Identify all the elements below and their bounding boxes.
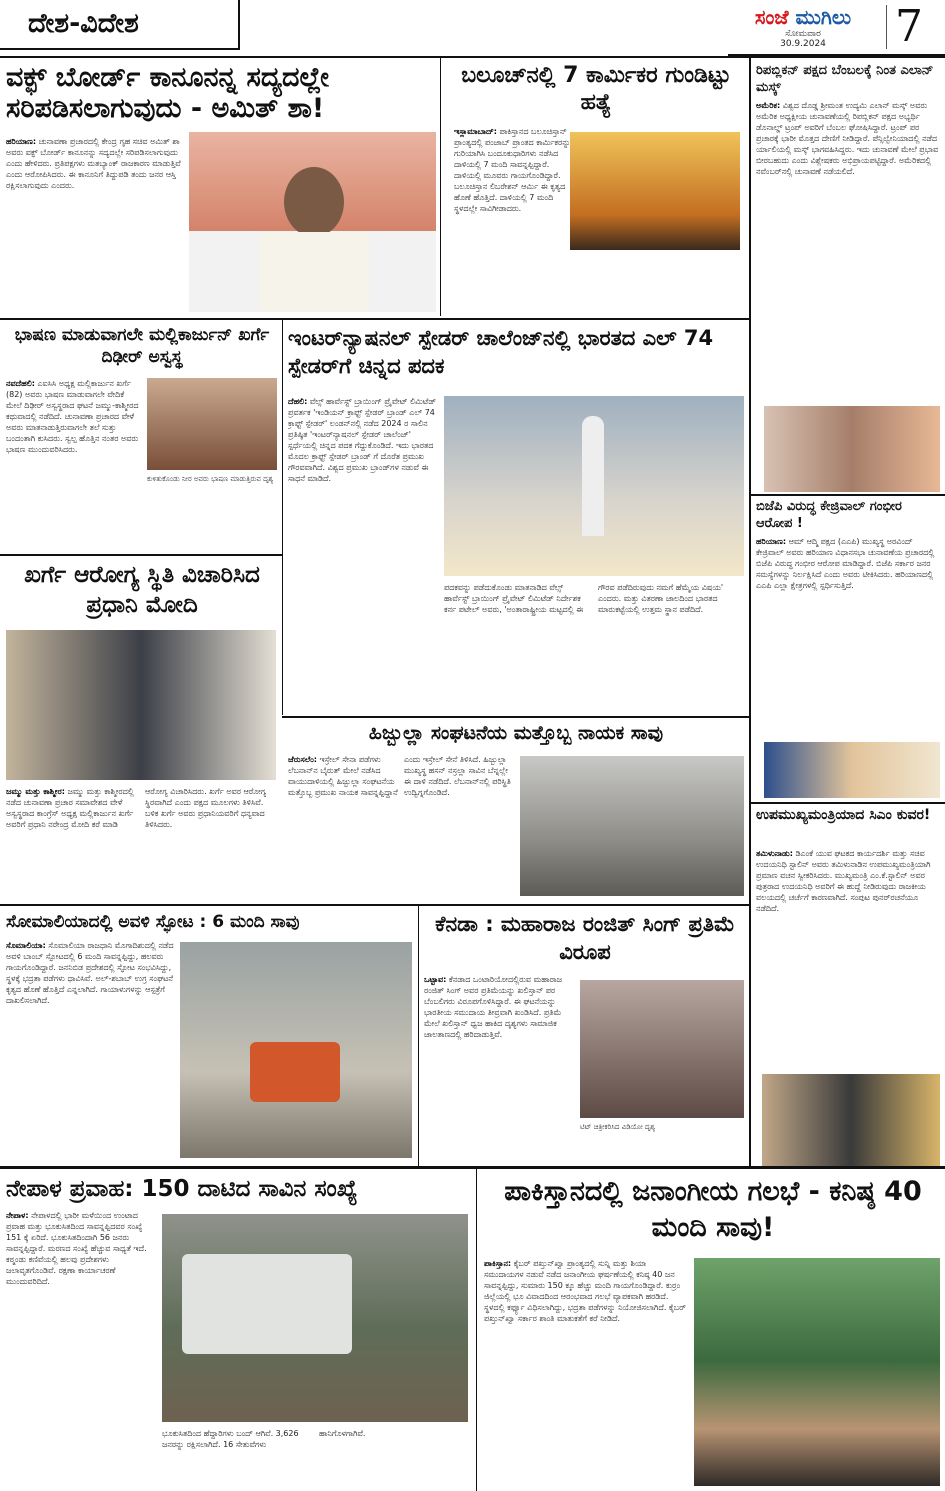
flood-rescue-photo xyxy=(162,1214,468,1422)
article-kharge-ill xyxy=(6,324,278,552)
headline[interactable]: ವಕ್ಫ್ ಬೋರ್ಡ್ ಕಾನೂನನ್ನ ಸದ್ಯದಲ್ಲೇ ಸರಿಪಡಿಸಲಾಗುವುದು - ಅಮಿತ್ ಶಾ! xyxy=(6,62,330,124)
article-body-text: ಇಸ್ರೇಲ್ ಸೇನಾ ಪಡೆಗಳು ಲೆಬನಾನ್‌ನ ಬೈರುತ್ ಮೇಲೆ ನಡೆಸಿದ ವಾಯುದಾಳಿಯಲ್ಲಿ ಹಿಜ್ಬುಲ್ಲಾ ಸಂಘಟನೆಯ ಮತ್ತೊಬ್ಬ ಪ್ರಮುಖ ನಾಯಕ ಸಾವನ್ನಪ್ಪಿದ್ದಾನೆ ಎಂದು ಇಸ್ರೇಲ್ ಸೇನೆ ತಿಳಿಸಿದೆ. ಹಿಜ್ಬುಲ್ಲಾ ಮುಖ್ಯಸ್ಥ ಹಸನ್ ನಸ್ರಲ್ಲಾ ಸಾವಿನ ಬೆನ್ನಲ್ಲೇ ಈ ದಾಳಿ ನಡೆದಿದೆ. ಲೆಬನಾನ್‌ನಲ್ಲಿ ಪರಿಸ್ಥಿತಿ ಉದ್ವಿಗ್ನಗೊಂಡಿದೆ. xyxy=(288,755,511,797)
page-number: 7 xyxy=(886,5,923,49)
dateline: ಜೆರುಸಲೆಂ: xyxy=(288,755,317,764)
dateline: ಹರಿಯಾಣ: xyxy=(756,537,787,546)
section-label: ದೇಶ-ವಿದೇಶ xyxy=(0,0,240,50)
dateline: ಅಮೆರಿಕ: xyxy=(756,101,781,110)
headline[interactable]: ಖರ್ಗೆ ಆರೋಗ್ಯ ಸ್ಥಿತಿ ವಿಚಾರಿಸಿದ ಪ್ರಧಾನಿ ಮೋದಿ xyxy=(24,562,260,618)
dateline: ಸೊಮಾಲಿಯಾ: xyxy=(6,941,46,950)
dateline: ಒಟ್ಟಾವ: xyxy=(424,975,447,984)
article-musk-trump xyxy=(756,62,942,492)
headline[interactable]: ಹಿಜ್ಬುಲ್ಲಾ ಸಂಘಟನೆಯ ಮತ್ತೊಬ್ಬ ನಾಯಕ ಸಾವು xyxy=(368,722,664,744)
headline[interactable]: ಕೆನಡಾ : ಮಹಾರಾಜ ರಂಜಿತ್ ಸಿಂಗ್ ಪ್ರತಿಮೆ ವಿರೂಪ xyxy=(435,912,735,964)
speaker-figure xyxy=(284,167,344,237)
headline[interactable]: ರಿಪಬ್ಲಿಕನ್ ಪಕ್ಷದ ಬೆಂಬಲಕ್ಕೆ ನಿಂತ ಎಲಾನ್ ಮಸ್ಕ್ xyxy=(756,63,934,95)
article-body xyxy=(6,136,184,316)
beirut-strike-photo xyxy=(520,756,744,896)
article-body xyxy=(6,1210,156,1486)
article-body-text: ವಿಶ್ವದ ದೊಡ್ಡ ಶ್ರೀಮಂತ ಉದ್ಯಮಿ ಎಲಾನ್ ಮಸ್ಕ್ ಅವರು ಅಮೆರಿಕ ಅಧ್ಯಕ್ಷೀಯ ಚುನಾವಣೆಯಲ್ಲಿ ರಿಪಬ್ಲಿಕನ್ ಪಕ್ಷದ ಅಭ್ಯರ್ಥಿ ಡೊನಾಲ್ಡ್ ಟ್ರಂಪ್ ಅವರಿಗೆ ಬೆಂಬಲ ಘೋಷಿಸಿದ್ದಾರೆ. ಟ್ರಂಪ್ ಪರ ಪ್ರಚಾರಕ್ಕೆ ಭಾರೀ ಮೊತ್ತದ ದೇಣಿಗೆ ನೀಡಿದ್ದಾರೆ. ಪೆನ್ಸಿಲ್ವೇನಿಯಾದಲ್ಲಿ ನಡೆದ ರ್ಯಾಲಿಯಲ್ಲಿ ಮಸ್ಕ್ ಭಾಗವಹಿಸಿದ್ದರು. ಇದು ಚುನಾವಣೆ ಮೇಲೆ ಪ್ರಭಾವ ಬೀರಬಹುದು ಎಂದು ವಿಶ್ಲೇಷಕರು ಅಭಿಪ್ರಾಯಪಟ್ಟಿದ್ದಾರೆ. ಅಮೆರಿಕದಲ್ಲಿ ನವೆಂಬರ್‌ನಲ್ಲಿ ಚುನಾವಣೆ ನಡೆಯಲಿದೆ. xyxy=(756,101,939,176)
article-body xyxy=(288,754,514,900)
amit-shah-photo xyxy=(189,132,436,312)
top-rule xyxy=(0,56,945,58)
article-body-text: ಜಮ್ಮು ಮತ್ತು ಕಾಶ್ಮೀರದಲ್ಲಿ ನಡೆದ ಚುನಾವಣಾ ಪ್ರಚಾರ ಸಮಾವೇಶದ ವೇಳೆ ಅಸ್ವಸ್ಥರಾದ ಕಾಂಗ್ರೆಸ್ ಅಧ್ಯಕ್ಷ ಮಲ್ಲಿಕಾರ್ಜುನ ಖರ್ಗೆ ಅವರಿಗೆ ಪ್ರಧಾನಿ ನರೇಂದ್ರ ಮೋದಿ ಕರೆ ಮಾಡಿ ಆರೋಗ್ಯ ವಿಚಾರಿಸಿದರು. ಖರ್ಗೆ ಅವರ ಆರೋಗ್ಯ ಸ್ಥಿರವಾಗಿದೆ ಎಂದು ಪಕ್ಷದ ಮೂಲಗಳು ತಿಳಿಸಿವೆ. ಬಳಿಕ ಖರ್ಗೆ ಅವರು ಪ್ರಧಾನಿಯವರಿಗೆ ಧನ್ಯವಾದ ತಿಳಿಸಿದರು. xyxy=(6,787,267,829)
col-rule xyxy=(282,320,283,715)
row-rule xyxy=(751,802,945,804)
article-spider-challenge xyxy=(288,324,744,714)
col-rule xyxy=(418,906,419,1166)
dateline: ಹರಿಯಾಣ: xyxy=(6,137,37,146)
right-column-rule xyxy=(749,58,751,1168)
masthead xyxy=(728,0,945,56)
article-body-text: ಎಐಸಿಸಿ ಅಧ್ಯಕ್ಷ ಮಲ್ಲಿಕಾರ್ಜುನ ಖರ್ಗೆ (82) ಅವರು ಭಾಷಣ ಮಾಡುವಾಗಲೇ ವೇದಿಕೆ ಮೇಲೆ ದಿಢೀರ್ ಅಸ್ವಸ್ಥರಾದ ಘಟನೆ ಜಮ್ಮು-ಕಾಶ್ಮೀರದ ಕಥುವಾದಲ್ಲಿ ನಡೆದಿದೆ. ಚುನಾವಣಾ ಪ್ರಚಾರದ ವೇಳೆ ಅವರು ಮಾತನಾಡುತ್ತಿರುವಾಗಲೇ ತಲೆ ಸುತ್ತು ಬಂದಂತಾಗಿ ಕುಸಿದರು. ಸ್ವಲ್ಪ ಹೊತ್ತಿನ ನಂತರ ಅವರು ಭಾಷಣ ಮುಂದುವರಿಸಿದರು. xyxy=(6,379,139,454)
row-rule xyxy=(0,318,749,320)
kharge-speaking-photo xyxy=(147,378,277,470)
bottom-band-rule xyxy=(0,1166,945,1169)
masthead-logo xyxy=(728,5,878,49)
article-body xyxy=(756,848,942,1068)
article-body xyxy=(424,974,574,1162)
modi-kharge-photo xyxy=(6,630,276,780)
headline[interactable]: ನೇಪಾಳ ಪ್ರವಾಹ: 150 ದಾಟಿದ ಸಾವಿನ ಸಂಖ್ಯೆ xyxy=(6,1176,358,1202)
article-somalia xyxy=(6,910,414,1164)
article-body xyxy=(484,1258,688,1486)
row-rule xyxy=(0,904,749,906)
article-body xyxy=(756,100,942,400)
col-rule xyxy=(476,1169,477,1491)
article-body-text: ಚುನಾವಣಾ ಪ್ರಚಾರದಲ್ಲಿ ಕೇಂದ್ರ ಗೃಹ ಸಚಿವ ಅಮಿತ್ ಶಾ ಅವರು ವಕ್ಫ್ ಬೋರ್ಡ್ ಕಾನೂನನ್ನು ಸದ್ಯದಲ್ಲೇ ಸರಿಪಡಿಸಲಾಗುವುದು ಎಂದು ಹೇಳಿದರು. ಪ್ರತಿಪಕ್ಷಗಳು ಮತಬ್ಯಾಂಕ್ ರಾಜಕಾರಣ ಮಾಡುತ್ತಿವೆ ಎಂದು ಆರೋಪಿಸಿದರು. ಈ ಕಾನೂನಿಗೆ ತಿದ್ದುಪಡಿ ತಂದು ಜನರ ಆಸ್ತಿ ರಕ್ಷಿಸಲಾಗುವುದು ಎಂದರು. xyxy=(6,137,181,190)
article-body-continued: ಭೂಕುಸಿತದಿಂದ ಹೆದ್ದಾರಿಗಳು ಬಂದ್ ಆಗಿವೆ. 3,626 ಜನರನ್ನು ರಕ್ಷಿಸಲಾಗಿದೆ. 16 ಸೇತುವೆಗಳು ಹಾನಿಗೊಳಗಾಗಿವೆ. xyxy=(162,1429,366,1449)
udhayanidhi-photo xyxy=(762,1074,940,1166)
statue-vandalism-photo xyxy=(580,980,744,1118)
wrecked-vehicle xyxy=(250,1042,340,1102)
article-body-text: ಸೊಮಾಲಿಯಾ ರಾಜಧಾನಿ ಮೊಗಾದಿಶುದಲ್ಲಿ ನಡೆದ ಅವಳಿ ಬಾಂಬ್ ಸ್ಫೋಟದಲ್ಲಿ 6 ಮಂದಿ ಸಾವನ್ನಪ್ಪಿದ್ದು, ಹಲವರು ಗಾಯಗೊಂಡಿದ್ದಾರೆ. ಜನನಿಬಿಡ ಪ್ರದೇಶದಲ್ಲಿ ಸ್ಫೋಟ ಸಂಭವಿಸಿದ್ದು, ಸ್ಥಳಕ್ಕೆ ಭದ್ರತಾ ಪಡೆಗಳು ಧಾವಿಸಿವೆ. ಅಲ್-ಶಬಾಬ್ ಉಗ್ರ ಸಂಘಟನೆ ಕೃತ್ಯದ ಹೊಣೆ ಹೊತ್ತಿದೆ ಎನ್ನಲಾಗಿದೆ. ಗಾಯಾಳುಗಳನ್ನು ಆಸ್ಪತ್ರೆಗೆ ದಾಖಲಿಸಲಾಗಿದೆ. xyxy=(6,941,174,1005)
article-body xyxy=(6,940,174,1162)
article-body-text: ವೆಲ್ಸ್ ಹಾರ್ವೆಸ್ಟ್ ಬ್ರಾಯಿಂಗ್ ಪ್ರೈವೇಟ್ ಲಿಮಿಟೆಡ್ ಪ್ರವರ್ತಕ 'ಇಂಡಿಯನ್ ಕ್ರಾಫ್ಟ್ ಸ್ಪೇಡರ್ ಬ್ರಾಂಡ್ ಎಲ್ 74 ಕ್ರಾಫ್ಟ್ ಸ್ಪೇಡರ್' ಲಂಡನ್‌ನಲ್ಲಿ ನಡೆದ 2024 ರ ಸಾಲಿನ ಪ್ರತಿಷ್ಠಿತ 'ಇಂಟರ್‌ನ್ಯಾಷನಲ್ ಸ್ಪೇಡರ್ ಚಾಲೆಂಜ್' ಸ್ಪರ್ಧೆಯಲ್ಲಿ ಚಿನ್ನದ ಪದಕ ಗೆದ್ದುಕೊಂಡಿದೆ. ಇದು ಭಾರತದ ಮೊದಲ ಕ್ರಾಫ್ಟ್ ಸ್ಪೇಡರ್ ಬ್ರಾಂಡ್ ಗೆ ದೊರೆತ ಪ್ರಮುಖ ಗೌರವವಾಗಿದೆ. ವಿಶ್ವದ ಪ್ರಮುಖ ಬ್ರಾಂಡ್‌ಗಳ ನಡುವೆ ಈ ಸಾಧನೆ ಮಾಡಿದೆ. xyxy=(288,397,437,483)
dateline: ನೇಪಾಳ: xyxy=(6,1211,29,1220)
article-body xyxy=(288,396,438,666)
dateline: ನವದೆಹಲಿ: xyxy=(6,379,35,388)
article-body xyxy=(6,378,142,548)
article-body-text: ಆಮ್ ಆದ್ಮಿ ಪಕ್ಷದ (ಎಎಪಿ) ಮುಖ್ಯಸ್ಥ ಅರವಿಂದ್ ಕೇಜ್ರಿವಾಲ್ ಅವರು ಹರಿಯಾಣ ವಿಧಾನಸಭಾ ಚುನಾವಣೆಯ ಪ್ರಚಾರದಲ್ಲಿ ಬಿಜೆಪಿ ವಿರುದ್ಧ ಗಂಭೀರ ಆರೋಪ ಮಾಡಿದ್ದಾರೆ. ಬಿಜೆಪಿ ಸರ್ಕಾರ ಜನರ ಸಮಸ್ಯೆಗಳನ್ನು ನಿರ್ಲಕ್ಷಿಸಿದೆ ಎಂದು ಅವರು ಟೀಕಿಸಿದರು. ಹರಿಯಾಣದಲ್ಲಿ ಎಎಪಿ ಎಲ್ಲಾ ಕ್ಷೇತ್ರಗಳಲ್ಲಿ ಸ್ಪರ್ಧಿಸುತ್ತಿದೆ. xyxy=(756,537,935,590)
damaged-bus xyxy=(182,1254,352,1354)
headline[interactable]: ಭಾಷಣ ಮಾಡುವಾಗಲೇ ಮಲ್ಲಿಕಾರ್ಜುನ್ ಖರ್ಗೆ ದಿಢೀರ್ ಅಸ್ವಸ್ಥ xyxy=(14,325,270,367)
kejriwal-rally-photo xyxy=(764,742,940,798)
article-amit-shah xyxy=(6,62,436,317)
dateline: ಜಮ್ಮು ಮತ್ತು ಕಾಶ್ಮೀರ: xyxy=(6,787,65,796)
article-body-text: ಡಿಎಂಕೆ ಯುವ ಘಟಕದ ಕಾರ್ಯದರ್ಶಿ ಮತ್ತು ಸಚಿವ ಉದಯನಿಧಿ ಸ್ಟಾಲಿನ್ ಅವರು ತಮಿಳುನಾಡಿನ ಉಪಮುಖ್ಯಮಂತ್ರಿಯಾಗಿ ಪ್ರಮಾಣ ವಚನ ಸ್ವೀಕರಿಸಿದರು. ಮುಖ್ಯಮಂತ್ರಿ ಎಂ.ಕೆ.ಸ್ಟಾಲಿನ್ ಅವರ ಪುತ್ರರಾದ ಉದಯನಿಧಿ ಅವರಿಗೆ ಈ ಹುದ್ದೆ ನೀಡಿರುವುದು ರಾಜಕೀಯ ವಲಯದಲ್ಲಿ ಚರ್ಚೆಗೆ ಕಾರಣವಾಗಿದೆ. ಸಂಪುಟ ಪುನರ್‌ರಚನೆಯೂ ನಡೆದಿದೆ. xyxy=(756,849,931,913)
headline[interactable]: ಉಪಮುಖ್ಯಮಂತ್ರಿಯಾದ ಸಿಎಂ ಕುವರ! xyxy=(756,807,931,823)
article-canada-statue xyxy=(424,910,746,1164)
photo-caption: ಟಿಟ್ ಚಿತ್ರೀಕರಿಸಿದ ವಿಡಿಯೋ ದೃಶ್ಯ xyxy=(580,1123,656,1131)
headline[interactable]: ಬಿಜೆಪಿ ವಿರುದ್ಧ ಕೇಜ್ರಿವಾಲ್ ಗಂಭೀರ ಆರೋಪ ! xyxy=(756,499,902,531)
photo-caption: ಕುಳಿತುಕೊಂಡು ನೀರ ಅವರು ಭಾಷಣ ಮಾಡುತ್ತಿರುವ ದೃಶ್ಯ xyxy=(147,475,274,483)
article-body xyxy=(454,126,572,316)
row-rule xyxy=(751,494,945,496)
musk-trump-photo xyxy=(764,406,940,492)
article-body-text: ನೇಪಾಳದಲ್ಲಿ ಭಾರೀ ಮಳೆಯಿಂದ ಉಂಟಾದ ಪ್ರವಾಹ ಮತ್ತು ಭೂಕುಸಿತದಿಂದ ಸಾವನ್ನಪ್ಪಿದವರ ಸಂಖ್ಯೆ 151 ಕ್ಕೆ ಏರಿದೆ. ಭೂಕುಸಿತದಿಂದಾಗಿ 56 ಜನರು ಸಾವನ್ನಪ್ಪಿದ್ದಾರೆ. ಮರಣದ ಸಂಖ್ಯೆ ಹೆಚ್ಚುವ ಸಾಧ್ಯತೆ ಇದೆ. ಕಠ್ಮಂಡು ಕಣಿವೆಯಲ್ಲಿ ಹಲವು ಪ್ರದೇಶಗಳು ಜಲಾವೃತಗೊಂಡಿವೆ. ರಕ್ಷಣಾ ಕಾರ್ಯಾಚರಣೆ ಮುಂದುವರಿದಿದೆ. xyxy=(6,1211,147,1286)
article-body-text: ಕೈಬರ್ ಪಖ್ತುನ್‌ಖ್ವಾ ಪ್ರಾಂತ್ಯದಲ್ಲಿ ಸುನ್ನಿ ಮತ್ತು ಶಿಯಾ ಸಮುದಾಯಗಳ ನಡುವೆ ನಡೆದ ಜನಾಂಗೀಯ ಘರ್ಷಣೆಯಲ್ಲಿ ಕನಿಷ್ಠ 40 ಜನ ಸಾವನ್ನಪ್ಪಿದ್ದು, ಸುಮಾರು 150 ಕ್ಕೂ ಹೆಚ್ಚು ಮಂದಿ ಗಾಯಗೊಂಡಿದ್ದಾರೆ. ಕುರ್ರಂ ಜಿಲ್ಲೆಯಲ್ಲಿ ಭೂ ವಿವಾದದಿಂದ ಆರಂಭವಾದ ಗಲಭೆ ವ್ಯಾಪಕವಾಗಿ ಹರಡಿದೆ. ಸ್ಥಳದಲ್ಲಿ ಕರ್ಫ್ಯೂ ವಿಧಿಸಲಾಗಿದ್ದು, ಭದ್ರತಾ ಪಡೆಗಳನ್ನು ನಿಯೋಜಿಸಲಾಗಿದೆ. ಕೈಬರ್ ಪಖ್ತುನ್‌ಖ್ವಾ ಸರ್ಕಾರ ಶಾಂತಿ ಮಾತುಕತೆಗೆ ಕರೆ ನೀಡಿದೆ. xyxy=(484,1259,686,1323)
speaker-dress xyxy=(259,232,369,312)
row-rule xyxy=(0,554,282,556)
rocket-launch-photo xyxy=(444,396,744,576)
dateline: ಪಾಕಿಸ್ತಾನ: xyxy=(484,1259,512,1268)
masthead-day: ಸೋಮವಾರ xyxy=(785,29,821,39)
protest-crowd-photo xyxy=(694,1258,940,1486)
article-body-continued: ಪದಕವನ್ನು ಪಡೆದುಕೊಂಡು ಮಾತನಾಡಿದ ವೆಲ್ಸ್ ಹಾರ್ವೆಸ್ಟ್ ಬ್ರಾಯಿಂಗ್ ಪ್ರೈವೇಟ್ ಲಿಮಿಟೆಡ್ ನಿರ್ದೇಶಕ ಕರ್ನ ಪಟೇಲ್ ಅವರು, 'ಅಂತಾರಾಷ್ಟ್ರೀಯ ಮಟ್ಟದಲ್ಲಿ ಈ ಗೌರವ ಪಡೆದಿರುವುದು ನಮಗೆ ಹೆಮ್ಮೆಯ ವಿಷಯ' ಎಂದರು. ಮತ್ತು ವಿತರಣಾ ಜಾಲದಿಂದ ಭಾರತದ ಮಾರುಕಟ್ಟೆಯಲ್ಲಿ ಉತ್ತಮ ಸ್ಥಾನ ಪಡೆದಿದೆ. xyxy=(444,583,724,614)
article-body-text: ಪಾಕಿಸ್ತಾನದ ಬಲೂಚಿಸ್ತಾನ್ ಪ್ರಾಂತ್ಯದಲ್ಲಿ ಪಂಜಾಬ್ ಪ್ರಾಂತದ ಕಾರ್ಮಿಕರನ್ನು ಗುರಿಯಾಗಿಸಿ ಬಂದೂಕುಧಾರಿಗಳು ನಡೆಸಿದ ದಾಳಿಯಲ್ಲಿ 7 ಮಂದಿ ಸಾವನ್ನಪ್ಪಿದ್ದಾರೆ. ದಾಳಿಯಲ್ಲಿ ಮೂವರು ಗಾಯಗೊಂಡಿದ್ದಾರೆ. ಬಲೂಚಿಸ್ತಾನ ಲಿಬರೇಶನ್ ಆರ್ಮಿ ಈ ಕೃತ್ಯದ ಹೊಣೆ ಹೊತ್ತಿದೆ. ದಾಳಿಯಲ್ಲಿ 7 ಮಂದಿ ಸ್ಥಳದಲ್ಲೇ ಸಾವಿಗೀಡಾದರು. xyxy=(454,127,571,213)
rocket-shape xyxy=(582,416,604,536)
article-body xyxy=(756,536,942,696)
masthead-name-b: ಮುಗಿಲು xyxy=(795,5,852,29)
article-udhayanidhi xyxy=(756,806,942,1166)
dateline: ತಮಿಳುನಾಡು: xyxy=(756,849,793,858)
col-rule xyxy=(440,58,441,316)
article-hezbollah xyxy=(288,720,744,902)
masthead-name-a: ಸಂಜೆ xyxy=(754,5,789,29)
article-nepal-flood xyxy=(6,1174,470,1488)
article-body-text: ಕೆನಡಾದ ಒಂಟಾರಿಯೋದಲ್ಲಿರುವ ಮಹಾರಾಜ ರಂಜಿತ್ ಸಿಂಗ್ ಅವರ ಪ್ರತಿಮೆಯನ್ನು ಖಲಿಸ್ತಾನ್ ಪರ ಬೆಂಬಲಿಗರು ವಿರೂಪಗೊಳಿಸಿದ್ದಾರೆ. ಈ ಘಟನೆಯನ್ನು ಭಾರತೀಯ ಸಮುದಾಯ ತೀವ್ರವಾಗಿ ಖಂಡಿಸಿದೆ. ಪ್ರತಿಮೆ ಮೇಲೆ ಖಲಿಸ್ತಾನ್ ಧ್ವಜ ಹಾಕಿದ ದೃಶ್ಯಗಳು ಸಾಮಾಜಿಕ ಜಾಲತಾಣದಲ್ಲಿ ಹರಿದಾಡುತ್ತಿವೆ. xyxy=(424,975,563,1039)
dateline: ದೆಹಲಿ: xyxy=(288,397,308,406)
headline[interactable]: ಇಂಟರ್‌ನ್ಯಾಷನಲ್ ಸ್ಪೇಡರ್ ಚಾಲೆಂಜ್‌ನಲ್ಲಿ ಭಾರತದ ಎಲ್ 74 ಸ್ಪೇಡರ್‌ಗೆ ಚಿನ್ನದ ಪದಕ xyxy=(288,326,714,378)
article-baloch xyxy=(446,62,746,317)
militants-silhouette-photo xyxy=(570,132,740,250)
headline[interactable]: ಬಲೂಚ್‌ನಲ್ಲಿ 7 ಕಾರ್ಮಿಕರ ಗುಂಡಿಟ್ಟು ಹತ್ಯೆ xyxy=(461,63,731,115)
article-pakistan-riot xyxy=(484,1174,942,1488)
masthead-date: 30.9.2024 xyxy=(780,39,826,49)
headline[interactable]: ಸೋಮಾಲಿಯಾದಲ್ಲಿ ಅವಳಿ ಸ್ಫೋಟ : 6 ಮಂದಿ ಸಾವು xyxy=(6,912,300,932)
row-rule xyxy=(282,716,749,718)
article-modi-kharge xyxy=(6,560,278,900)
article-kejriwal xyxy=(756,498,942,798)
dateline: ಇಸ್ಲಾಮಾಬಾದ್: xyxy=(454,127,497,136)
blast-site-photo xyxy=(180,942,412,1158)
article-body xyxy=(6,786,276,896)
headline[interactable]: ಪಾಕಿಸ್ತಾನದಲ್ಲಿ ಜನಾಂಗೀಯ ಗಲಭೆ - ಕನಿಷ್ಠ 40 ಮಂದಿ ಸಾವು! xyxy=(504,1176,922,1243)
